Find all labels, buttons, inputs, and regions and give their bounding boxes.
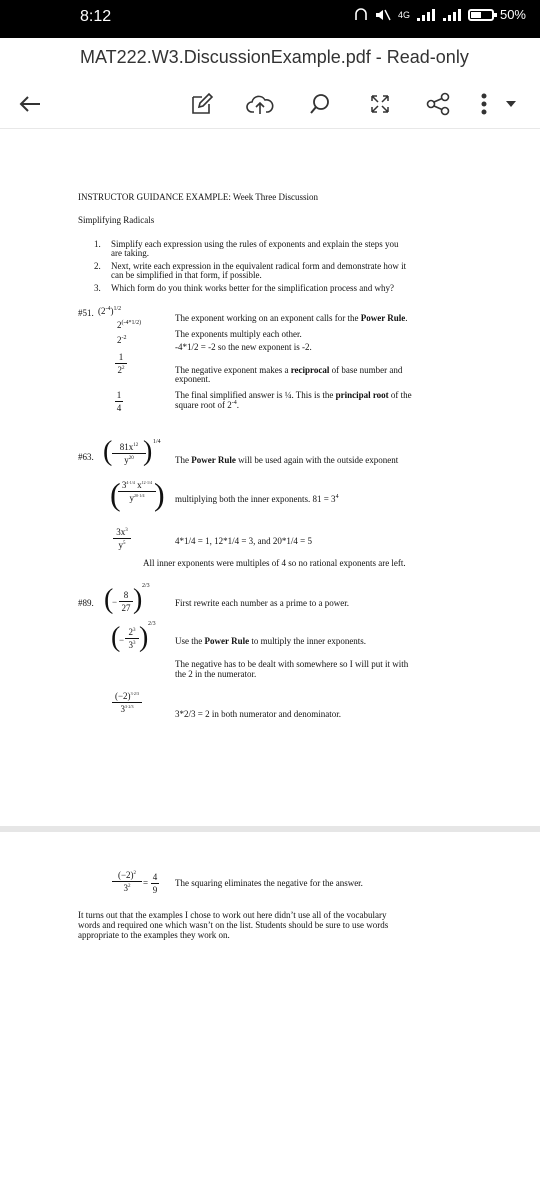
cloud-upload-icon [246,93,274,115]
math-fraction: $3x^3$ $y^5$ [113,527,131,550]
right-paren: ) [154,476,165,512]
outer-exponent: 2/3 [148,621,156,627]
math-fraction: $(-2)^{3\cdot 2/3}$ $3^{3\cdot 2/3}$ [112,691,142,714]
signal-2-icon [442,8,462,22]
doc-subheading: Simplifying Radicals [78,215,155,225]
search-icon [309,93,331,115]
fullscreen-button[interactable] [362,86,398,122]
list-item: Simplify each expression using the rules of exponents and explain the steps you [111,239,399,249]
explanation-text: the 2 in the numerator. [175,669,257,679]
math-fraction: 1 4 [116,390,122,413]
list-item-cont: can be simplified in that form, if possible. [111,270,262,280]
math-fraction: 8 27 [119,590,133,613]
problem-label: #63. [78,452,94,462]
explanation-text: All inner exponents were multiples of 4 so no rational exponents are left. [143,558,406,568]
document-title: MAT222.W3.DiscussionExample.pdf - Read-only [80,47,469,67]
math-fraction: $3^{4\cdot 1/4}$ $x^{12\cdot 1/4}$ $y^{20\cdot 1/4}$ [118,480,156,503]
math-expr: $(2^{-4})^{1/2}$ [98,306,122,316]
list-number: 2. [94,261,101,271]
back-arrow-icon [19,95,41,113]
math-sign: − [119,635,125,645]
explanation-text: Use the Power Rule to multiply the inner exponents. [175,636,367,646]
chevron-down-icon [505,100,517,108]
explanation-text: The final simplified answer is ¼. This is the principal root of the [175,390,412,400]
page-divider [0,826,540,832]
explanation-text: multiplying both the inner exponents. $81 = 3^4$ [175,494,339,504]
explanation-text: The negative exponent makes a reciprocal of base number and [175,365,403,375]
conclusion-text: appropriate to the examples they work on. [78,930,230,940]
explanation-text: The negative has to be dealt with somewhere so I will put it with [175,659,409,669]
edit-icon [190,92,214,116]
outer-exponent: 2/3 [142,583,150,589]
doc-heading: INSTRUCTOR GUIDANCE EXAMPLE: Week Three Discussion [78,192,319,202]
back-button[interactable] [12,86,48,122]
math-expr: $2^{(-4*1/2)}$ [117,320,142,330]
upload-button[interactable] [242,86,278,122]
left-paren: ( [103,436,113,467]
toolbar [0,80,540,129]
explanation-text: square root of $2^{-4}$. [175,400,239,410]
left-paren: ( [110,476,121,512]
explanation-text: The Power Rule will be used again with the outside exponent [175,455,399,465]
explanation-text: 4*1/4 = 1, 12*1/4 = 3, and 20*1/4 = 5 [175,536,312,546]
list-item: Which form do you think works better for the simplification process and why? [111,283,394,293]
search-button[interactable] [302,86,338,122]
network-type: 4G [397,9,410,20]
right-paren: ) [133,584,143,615]
right-paren: ) [143,436,153,467]
conclusion-text: words and required one which wasn’t on the list. Students should be sure to use words [78,920,389,930]
battery-icon [468,9,494,21]
explanation-text: -4*1/2 = -2 so the new exponent is -2. [175,342,312,352]
status-bar [0,0,540,38]
conclusion-text: It turns out that the examples I chose to work out here didn’t use all of the vocabulary [78,910,387,920]
status-icons [354,7,526,22]
list-item-cont: are taking. [111,248,149,258]
math-fraction: 4 9 [152,872,158,895]
explanation-text: 3*2/3 = 2 in both numerator and denominator. [175,709,342,719]
more-button[interactable] [476,86,492,122]
explanation-text: First rewrite each number as a prime to a power. [175,598,349,608]
signal-icon [416,8,436,22]
math-fraction: 1 $2^2$ [115,352,127,375]
list-number: 3. [94,283,101,293]
math-expr: $2^{-2}$ [117,335,127,345]
edit-button[interactable] [184,86,220,122]
more-icon [480,92,488,116]
explanation-text: The exponents multiply each other. [175,329,302,339]
math-fraction: $2^3$ $3^3$ [125,627,139,650]
share-button[interactable] [420,86,456,122]
math-fraction: $81x^{12}$ $y^{20}$ [112,442,146,465]
title-bar [0,38,540,80]
math-equals: = [143,878,149,888]
battery-percent: 50% [499,7,526,22]
right-paren: ) [139,622,149,653]
explanation-text: exponent. [175,374,211,384]
left-paren: ( [104,584,114,615]
dropdown-button[interactable] [496,86,526,122]
status-time: 8:12 [80,8,112,25]
fullscreen-icon [369,93,391,115]
outer-exponent: 1/4 [153,439,161,445]
explanation-text: The exponent working on an exponent calls for the Power Rule. [175,313,408,323]
math-sign: − [112,597,118,607]
list-number: 1. [94,239,101,249]
problem-label: #51. [78,308,94,318]
share-icon [426,92,450,116]
explanation-text: The squaring eliminates the negative for the answer. [175,878,363,888]
problem-label: #89. [78,598,94,608]
mute-icon [374,8,392,22]
list-item: Next, write each expression in the equivalent radical form and demonstrate how it [111,261,407,271]
headset-icon [354,8,368,22]
math-fraction: $(-2)^2$ $3^2$ [112,870,142,893]
left-paren: ( [111,622,121,653]
